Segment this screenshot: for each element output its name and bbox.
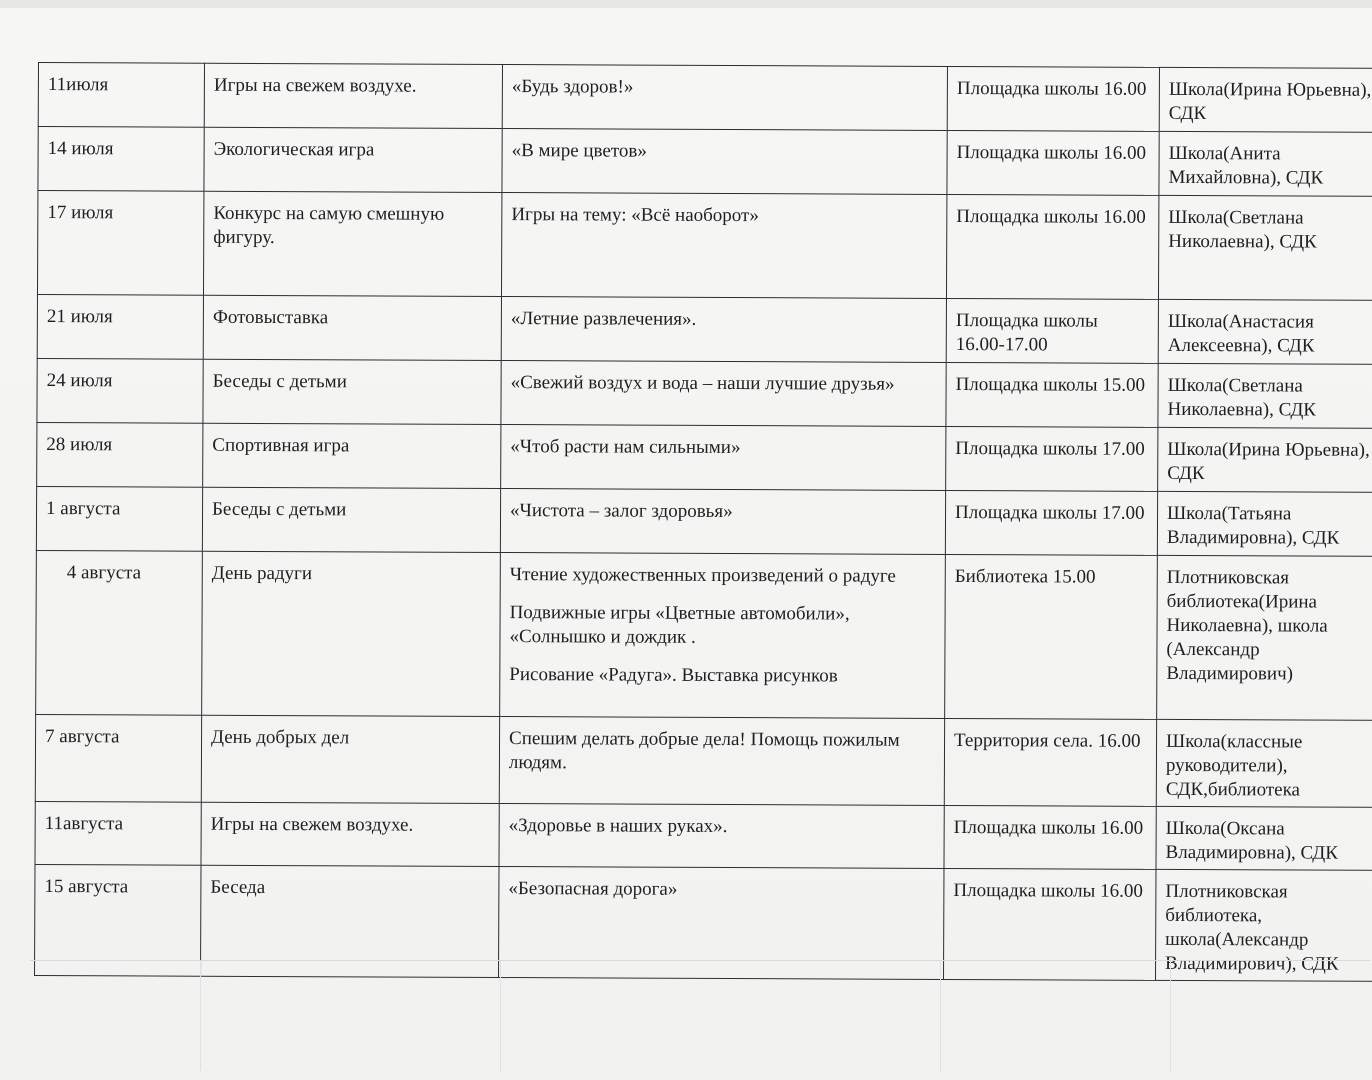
place-cell: Площадка школы 16.00-17.00 xyxy=(946,298,1158,363)
topic-line: Рисование «Радуга». Выставка рисунков xyxy=(509,664,838,687)
event-cell: Экологическая игра xyxy=(204,127,502,192)
topic-line: Игры на тему: «Всё наоборот» xyxy=(511,204,759,227)
topic-cell xyxy=(500,489,945,555)
date-cell: 1 августа xyxy=(36,486,202,551)
topic-line: Чтение художественных произведений о радуге xyxy=(509,564,896,587)
place-cell: Библиотека 15.00 xyxy=(945,554,1158,719)
table-row xyxy=(37,294,1372,364)
topic-line: «Свежий воздух и вода – наши лучшие друзья» xyxy=(510,372,895,395)
date-cell: 7 августа xyxy=(35,714,201,802)
table-row xyxy=(36,550,1372,720)
topic-cell xyxy=(501,361,946,427)
event-cell: Спортивная игра xyxy=(203,423,501,488)
date-cell: 4 августа xyxy=(36,550,203,715)
topic-line: «Здоровье в наших руках». xyxy=(508,815,728,838)
topic-line: Спешим делать добрые дела! Помощь пожилым людям. xyxy=(508,728,900,774)
place-cell: Территория села. 16.00 xyxy=(944,718,1156,806)
date-cell: 24 июля xyxy=(37,358,203,423)
topic-cell xyxy=(499,717,944,806)
event-cell: Конкурс на самую смешную фигуру. xyxy=(203,191,501,296)
event-cell: Фотовыставка xyxy=(203,295,501,360)
event-cell: День добрых дел xyxy=(201,715,499,803)
place-cell: Площадка школы 16.00 xyxy=(944,868,1156,980)
date-cell: 11июля xyxy=(38,63,204,128)
responsible-cell: Школа(Оксана Владимировна), СДК xyxy=(1156,806,1372,870)
topic-line: «Чистота – залог здоровья» xyxy=(510,500,733,523)
responsible-cell: Школа(Анита Михайловна), СДК xyxy=(1159,131,1372,196)
topic-cell xyxy=(502,65,947,131)
date-cell: 11августа xyxy=(35,801,201,865)
table-row xyxy=(35,801,1372,870)
responsible-cell: Школа(Светлана Николаевна), СДК xyxy=(1158,195,1372,300)
place-cell: Площадка школы 16.00 xyxy=(946,194,1158,299)
topic-line: Подвижные игры «Цветные автомобили», «Солнышко и дождик . xyxy=(509,602,850,648)
responsible-cell: Школа(Светлана Николаевна), СДК xyxy=(1158,363,1372,428)
responsible-cell: Школа(классные руководители), СДК,библиотека xyxy=(1156,719,1372,807)
event-cell: Беседы с детьми xyxy=(202,487,500,552)
table-row xyxy=(37,191,1372,301)
date-cell: 28 июля xyxy=(37,422,203,487)
place-cell: Площадка школы 17.00 xyxy=(946,426,1158,491)
table-row xyxy=(37,422,1372,492)
topic-cell xyxy=(501,297,946,363)
place-cell: Площадка школы 15.00 xyxy=(946,362,1158,427)
place-cell: Площадка школы 17.00 xyxy=(945,490,1157,555)
topic-line: «Чтоб расти нам сильными» xyxy=(510,436,741,459)
date-cell: 21 июля xyxy=(37,294,203,359)
responsible-cell: Школа(Татьяна Владимировна), СДК xyxy=(1157,491,1372,556)
event-cell: Игры на свежем воздухе. xyxy=(201,802,499,866)
place-cell: Площадка школы 16.00 xyxy=(947,130,1159,195)
responsible-cell: Плотниковская библиотека, школа(Александр Владимирович), СДК xyxy=(1156,869,1372,981)
topic-line: «В мире цветов» xyxy=(511,140,647,162)
table-row xyxy=(36,486,1372,556)
table-row xyxy=(37,358,1372,428)
event-cell: Беседы с детьми xyxy=(203,359,501,424)
responsible-cell: Школа(Ирина Юрьевна), СДК xyxy=(1158,427,1372,492)
date-cell: 14 июля xyxy=(38,127,204,192)
topic-line: «Будь здоров!» xyxy=(511,76,634,98)
topic-cell xyxy=(502,129,947,195)
responsible-cell: Плотниковская библиотека(Ирина Николаевна), школа (Александр Владимирович) xyxy=(1157,555,1372,720)
table-row xyxy=(38,63,1372,133)
bleed-through-lines xyxy=(30,960,1370,1071)
topic-cell xyxy=(500,553,946,719)
event-cell: День радуги xyxy=(202,551,501,716)
table-row xyxy=(38,127,1372,197)
schedule-table xyxy=(34,62,1372,982)
place-cell: Площадка школы 16.00 xyxy=(944,805,1156,869)
topic-cell xyxy=(501,193,946,299)
scan-edge xyxy=(0,0,1372,8)
topic-line: «Безопасная дорога» xyxy=(508,878,678,900)
responsible-cell: Школа(Анастасия Алексеевна), СДК xyxy=(1158,299,1372,364)
date-cell: 15 августа xyxy=(35,864,201,976)
event-cell: Беседа xyxy=(201,865,499,977)
topic-line: «Летние развлечения». xyxy=(510,308,697,330)
topic-cell xyxy=(499,804,944,869)
topic-cell xyxy=(501,425,946,491)
date-cell: 17 июля xyxy=(37,191,203,296)
table-row xyxy=(35,714,1372,807)
place-cell: Площадка школы 16.00 xyxy=(947,66,1159,131)
responsible-cell: Школа(Ирина Юрьевна), СДК xyxy=(1159,67,1372,132)
event-cell: Игры на свежем воздухе. xyxy=(204,63,502,128)
